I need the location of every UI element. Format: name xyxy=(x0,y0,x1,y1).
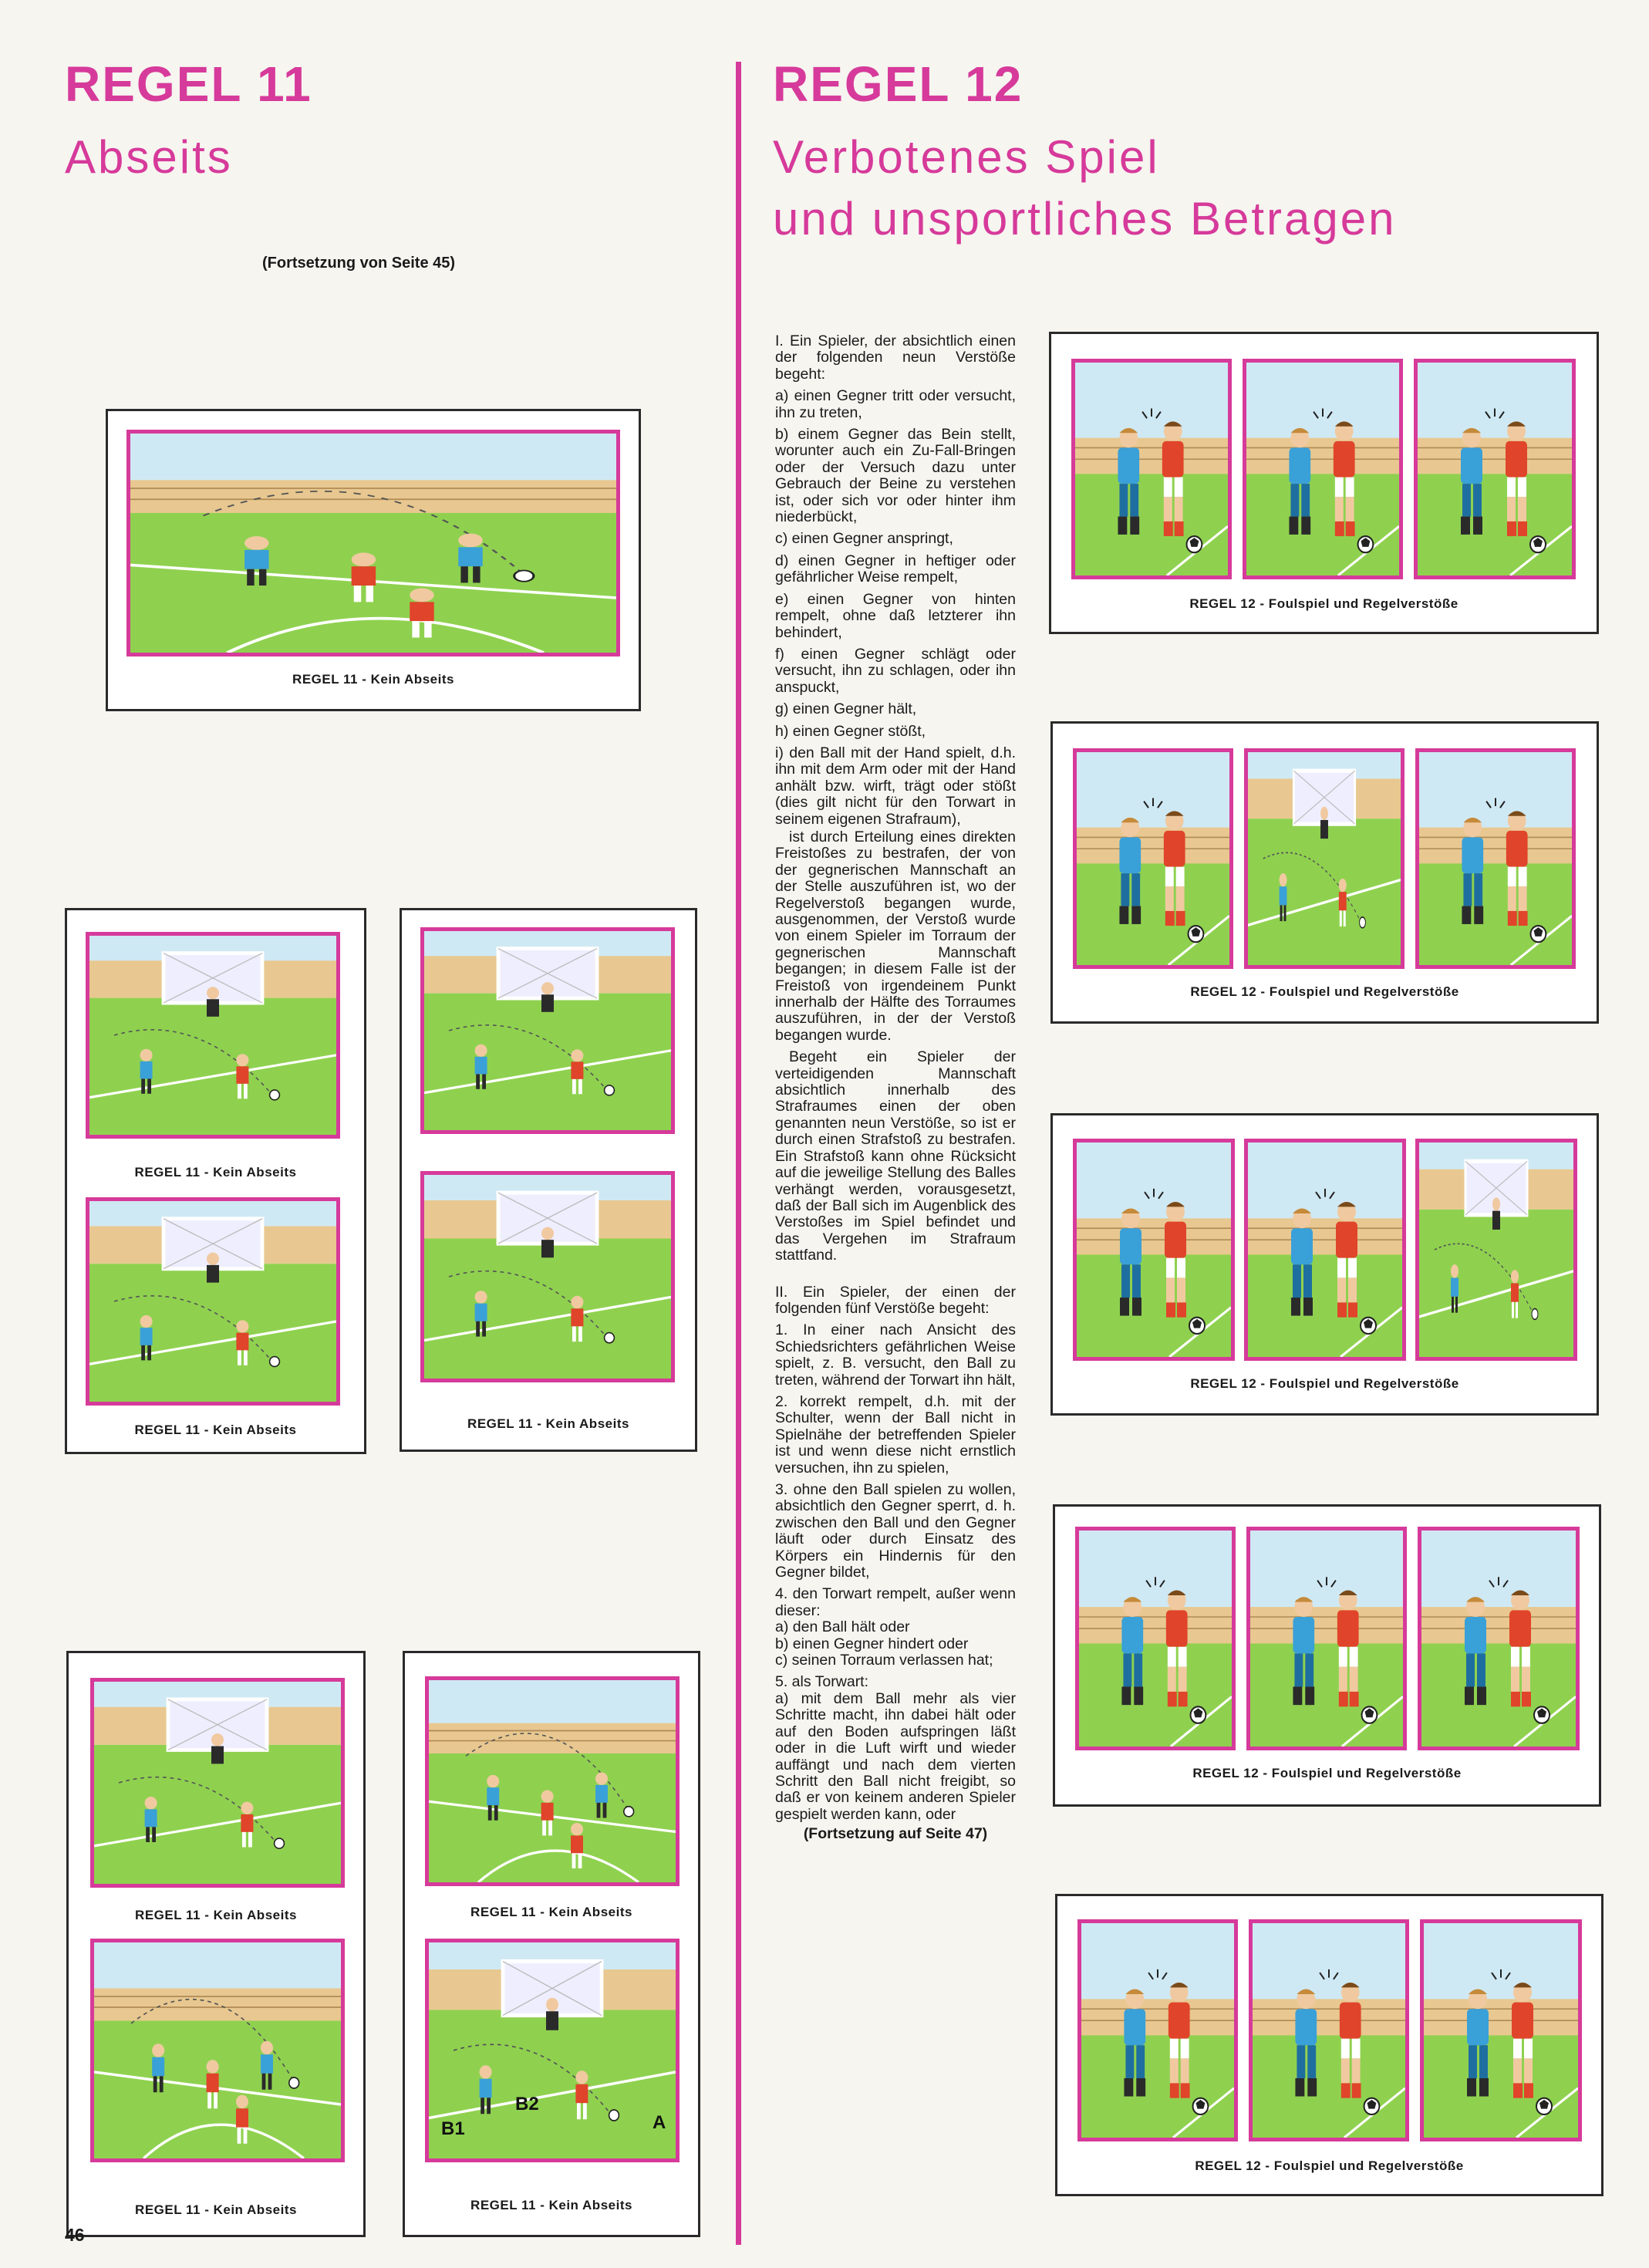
card-caption: REGEL 11 - Kein Abseits xyxy=(467,1416,629,1431)
offence-f: f) einen Gegner schlägt oder versucht, ihn zu schlagen, oder ihn anspuckt, xyxy=(775,645,1016,696)
offside-illustration xyxy=(86,932,340,1139)
offence-4a: a) den Ball hält oder xyxy=(775,1618,910,1636)
offence-b: b) einem Gegner das Bein stellt, worunter auch ein Zu-Fall-Bringen oder der Versuch dazu unter Gebrauch der Beine zu verstehen ist, oder sich vor oder hinter ihm niederbückt, xyxy=(775,426,1016,526)
offside-illustration xyxy=(425,1676,679,1886)
card-caption: REGEL 11 - Kein Abseits xyxy=(134,1165,297,1180)
offence-5: 5. als Torwart: xyxy=(775,1673,869,1691)
offside-illustration xyxy=(90,1939,345,2162)
label-a: A xyxy=(653,2112,666,2133)
rule-11-heading: REGEL 11 xyxy=(65,56,312,112)
rule-12-heading: REGEL 12 xyxy=(773,56,1023,112)
card-caption: REGEL 12 - Foulspiel und Regelverstöße xyxy=(1195,2158,1464,2173)
offside-illustration xyxy=(420,927,675,1134)
offside-illustration xyxy=(126,430,620,656)
continued-to-note: (Fortsetzung auf Seite 47) xyxy=(803,1825,988,1843)
part1-intro: I. Ein Spieler, der absichtlich einen der folgenden neun Verstöße begeht: xyxy=(775,332,1016,383)
offence-g: g) einen Gegner hält, xyxy=(775,700,917,718)
offside-illustration xyxy=(90,1678,345,1888)
card-caption: REGEL 11 - Kein Abseits xyxy=(135,2202,297,2217)
foulspiel-card-1 xyxy=(1049,332,1599,634)
foul-illustration xyxy=(1415,1139,1577,1361)
offence-a: a) einen Gegner tritt oder versucht, ihn zu treten, xyxy=(775,387,1016,421)
offence-2: 2. korrekt rempelt, d.h. mit der Schulter, wenn der Ball nicht in Spielnähe der betreffenden Spieler ist und wenn diese nicht ernstlich versuchen, ihn zu spielen, xyxy=(775,1392,1016,1477)
offside-illustration xyxy=(86,1197,340,1406)
foul-illustration xyxy=(1071,359,1232,579)
card-caption: REGEL 12 - Foulspiel und Regelverstöße xyxy=(1192,1766,1462,1780)
card-caption: REGEL 11 - Kein Abseits xyxy=(470,2198,632,2212)
offence-4: 4. den Torwart rempelt, außer wenn dieser: xyxy=(775,1585,1016,1619)
offence-5a: a) mit dem Ball mehr als vier Schritte macht, ihn dabei hält oder auf den Boden aufspringen läßt oder in die Luft wirft und wieder auffängt und nach dem vierten Schritt den Ball nicht freigibt, so daß er von keinem anderen Spieler gespielt werden kann, oder xyxy=(775,1689,1016,1823)
foul-illustration xyxy=(1073,1139,1235,1361)
kein-abseits-card-3 xyxy=(400,908,697,1452)
foul-illustration xyxy=(1246,1527,1407,1750)
foul-illustration xyxy=(1418,1527,1580,1750)
offence-i: i) den Ball mit der Hand spielt, d.h. ihn mit dem Arm oder mit der Hand anhält bzw. wirft, trägt oder stößt (dies gilt nicht für den Torwart in seinem eigenen Strafraum), xyxy=(775,744,1016,828)
kein-abseits-card-1 xyxy=(106,409,641,711)
penalty-direct-freekick: ist durch Erteilung eines direkten Freistoßes zu bestrafen, der von der gegnerischen Mannschaft an der Stelle auszuführen ist, wo der Regelverstoß begangen wurde, ausgenommen, der Verstoß wurde von einem Spieler im Torraum der gegnerischen Mannschaft begangen; in diesem Falle ist der Freistoß von irgendeinem Punkt innerhalb der Hälfte des Torraumes auszuführen, in der der Verstoß begangen wurde. xyxy=(775,828,1016,1044)
label-b2: B2 xyxy=(515,2094,539,2114)
foulspiel-card-5 xyxy=(1055,1894,1603,2196)
rule-12-text xyxy=(775,333,1016,1848)
kein-abseits-card-5 xyxy=(403,1651,700,2237)
column-divider xyxy=(736,62,741,2245)
card-caption: REGEL 11 - Kein Abseits xyxy=(135,1908,297,1922)
offence-e: e) einen Gegner von hinten rempelt, ohne daß letzterer ihn behindert, xyxy=(775,590,1016,641)
card-caption: REGEL 11 - Kein Abseits xyxy=(292,672,454,687)
continued-from-note: (Fortsetzung von Seite 45) xyxy=(262,255,456,272)
card-caption: REGEL 11 - Kein Abseits xyxy=(470,1905,632,1919)
offence-c: c) einen Gegner anspringt, xyxy=(775,530,953,548)
offence-d: d) einen Gegner in heftiger oder gefährlicher Weise rempelt, xyxy=(775,552,1016,586)
part2-intro: II. Ein Spieler, der einen der folgenden fünf Verstöße begeht: xyxy=(775,1283,1016,1317)
penalty-kick: Begeht ein Spieler der verteidigenden Mannschaft absichtlich innerhalb des Strafraumes einen der oben genannten neun Verstöße, so ist er durch einen Strafstoß zu bestrafen. Ein Strafstoß kann ohne Rücksicht auf die jeweilige Stellung des Balles verhängt werden, vorausgesetzt, daß der Ball sich im Augenblick des Verstoßes im Spiel befindet und das Vergehen im Strafraum stattfand. xyxy=(775,1048,1016,1264)
foul-illustration xyxy=(1073,748,1233,969)
offence-3: 3. ohne den Ball spielen zu wollen, absichtlich den Gegner sperrt, d. h. zwischen den Ball und den Gegner läuft oder durch Einsatz des Körpers ein Hindernis für den Gegner bildet, xyxy=(775,1481,1016,1581)
card-caption: REGEL 12 - Foulspiel und Regelverstöße xyxy=(1189,596,1458,611)
kein-abseits-card-4 xyxy=(66,1651,366,2237)
page-number: 46 xyxy=(65,2225,85,2245)
foulspiel-card-2 xyxy=(1050,721,1599,1024)
foulspiel-card-4 xyxy=(1053,1504,1601,1807)
rule-12-subtitle-line2: und unsportliches Betragen xyxy=(773,193,1397,245)
kein-abseits-card-2 xyxy=(65,908,366,1454)
foul-illustration xyxy=(1075,1527,1236,1750)
rule-11-subtitle: Abseits xyxy=(65,131,233,183)
foul-illustration xyxy=(1243,359,1403,579)
foul-illustration xyxy=(1414,359,1576,579)
rule-12-subtitle-line1: Verbotenes Spiel xyxy=(773,131,1160,183)
offence-4b: b) einen Gegner hindert oder xyxy=(775,1635,969,1652)
offence-4c: c) seinen Torraum verlassen hat; xyxy=(775,1652,993,1669)
offside-diagram-b1-b2-a xyxy=(425,1939,679,2162)
foul-illustration xyxy=(1420,1919,1582,2141)
foul-illustration xyxy=(1244,1139,1406,1361)
offence-1: 1. In einer nach Ansicht des Schiedsrichters gefährlichen Weise spielt, z. B. versucht, den Ball zu treten, während der Torwart ihn hält, xyxy=(775,1321,1016,1389)
foulspiel-card-3 xyxy=(1050,1113,1599,1416)
card-caption: REGEL 12 - Foulspiel und Regelverstöße xyxy=(1190,984,1459,999)
foul-illustration xyxy=(1249,1919,1409,2141)
foul-illustration xyxy=(1244,748,1405,969)
offence-h: h) einen Gegner stößt, xyxy=(775,722,926,740)
offside-illustration xyxy=(420,1171,675,1382)
label-b1: B1 xyxy=(441,2118,465,2139)
card-caption: REGEL 11 - Kein Abseits xyxy=(134,1423,297,1437)
card-caption: REGEL 12 - Foulspiel und Regelverstöße xyxy=(1190,1376,1459,1391)
foul-illustration xyxy=(1077,1919,1238,2141)
foul-illustration xyxy=(1415,748,1576,969)
